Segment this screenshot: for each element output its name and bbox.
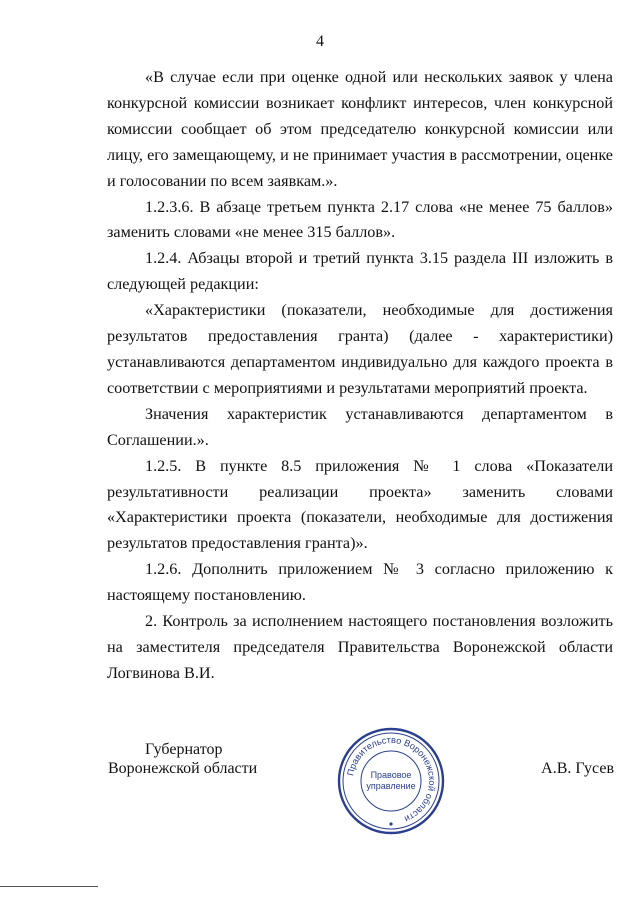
paragraph: «В случае если при оценке одной или нескольких заявок у члена конкурсной комиссии возникает конфликт интересов, член конкурсной комиссии сообщает об этом председателю конкурсной комиссии или лицу, его замещающему, и не принимает участия в рассмотрении, оценке и голосовании по всем заявкам.». [107, 68, 613, 190]
document-body [107, 65, 613, 687]
paragraph: 1.2.5. В пункте 8.5 приложения № 1 слова «Показатели результативности реализации проекта» заменить словами «Характеристики проекта (показатели, необходимые для достижения результатов предоставления гранта)». [107, 456, 613, 553]
page-number: 4 [316, 33, 324, 50]
signatory-name: А.В. Гусев [541, 760, 614, 777]
paragraph: «Характеристики (показатели, необходимые для достижения результатов предоставления гранта) (далее - характеристики) устанавливаются департаментом индивидуально для каждого проекта в соответствии с мероприятиями и результатами мероприятий проекта. [107, 301, 613, 397]
paragraph: 1.2.4. Абзацы второй и третий пункта 3.15 раздела III изложить в следующей редакции: [107, 249, 613, 294]
stamp-center-line1: Правовое [370, 770, 412, 780]
stamp-ring-text: Правительство Воронежской области [345, 734, 438, 825]
signatory-title-line1: Губернатор [145, 741, 223, 758]
signatory-title [108, 740, 288, 778]
paragraph: 1.2.6. Дополнить приложением № 3 согласно приложению к настоящему постановлению. [107, 560, 613, 605]
paragraph: 1.2.3.6. В абзаце третьем пункта 2.17 слова «не менее 75 баллов» заменить словами «не менее 315 баллов». [107, 197, 613, 242]
paragraph: Значения характеристик устанавливаются департаментом в Соглашении.». [107, 404, 613, 449]
paragraph: 2. Контроль за исполнением настоящего постановления возложить на заместителя председателя Правительства Воронежской области Логвинова В.И. [107, 612, 613, 682]
signatory-title-line2: Воронежской области [108, 760, 258, 777]
stamp-center-line2: управление [366, 781, 416, 791]
official-stamp [337, 727, 445, 835]
footer-rule [0, 886, 98, 887]
